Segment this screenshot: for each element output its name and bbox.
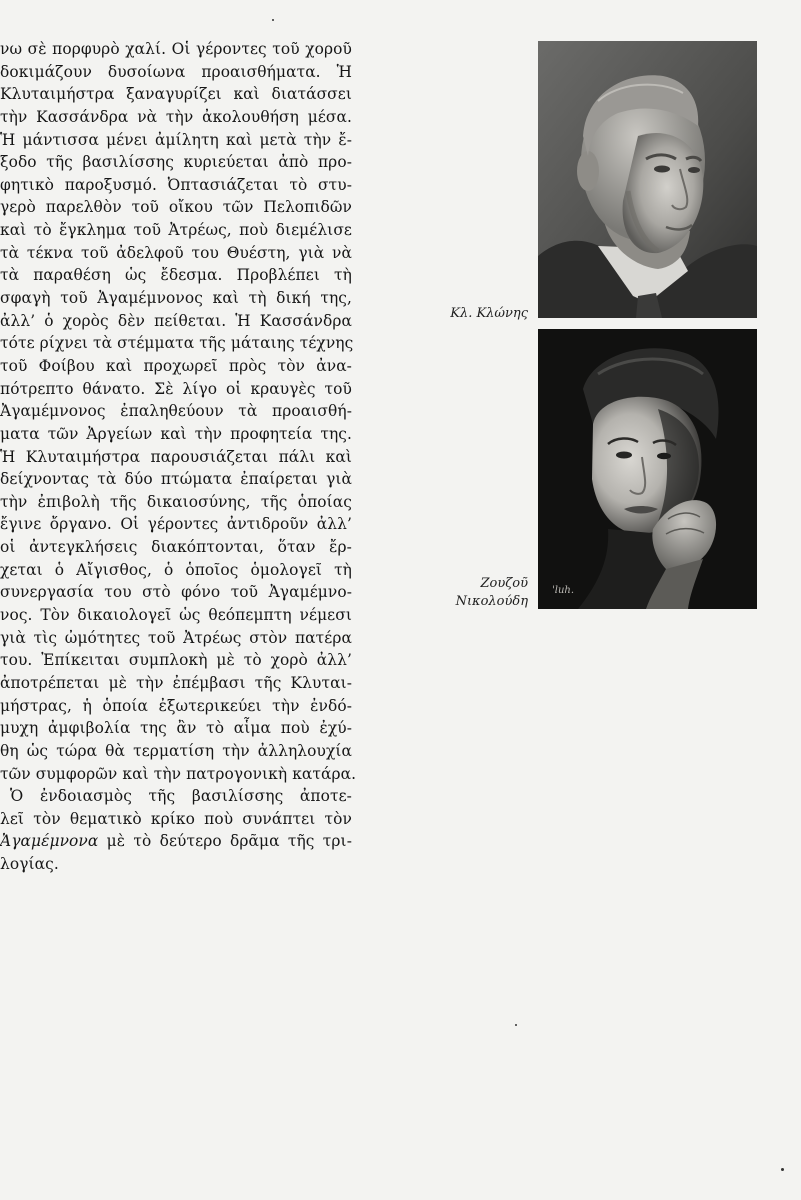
text-line: θη ὡς τώρα θὰ τερματίση τὴν ἀλληλουχία xyxy=(0,741,352,760)
text-line: τὴν Κασσάνδρα νὰ τὴν ἀκολουθήση μέσα. xyxy=(0,107,352,126)
text-line: χεται ὁ Αἴγισθος, ὁ ὁποῖος ὁμολογεῖ τὴ xyxy=(0,560,352,579)
photo-caption-klonis: Κλ. Κλώνης xyxy=(450,306,528,321)
text-line: νος. Τὸν δικαιολογεῖ ὡς θεόπεμπτη νέμεσι xyxy=(0,606,352,625)
text-line: καὶ τὸ ἔγκλημα τοῦ Ἀτρέως, ποὺ διεμέλισε xyxy=(0,221,352,240)
text-line-with-title xyxy=(0,830,352,853)
paragraph-start-line: Ὁ ἐνδοιασμὸς τῆς βασιλίσσης ἀποτε- xyxy=(10,787,352,806)
text-line: λογίας. xyxy=(0,855,59,874)
speck xyxy=(515,1024,517,1026)
text-line: τὰ παραθέση ὡς ἔδεσμα. Προβλέπει τὴ xyxy=(0,266,352,285)
body-text-column xyxy=(0,38,357,876)
play-title: Ἀγαμέμνονα xyxy=(0,832,99,851)
text-line: νω σὲ πορφυρὸ χαλί. Οἱ γέροντες τοῦ χοροῦ xyxy=(0,40,352,58)
text-line: ἀλλ’ ὁ χορὸς δὲν πείθεται. Ἡ Κασσάνδρα xyxy=(0,311,352,330)
text-line: Ἡ Κλυταιμήστρα παρουσιάζεται πάλι καὶ xyxy=(0,447,352,466)
text-line: δείχνοντας τὰ δύο πτώματα ἐπαίρεται γιὰ xyxy=(0,470,352,489)
text-line: γερὸ παρελθὸν τοῦ οἴκου τῶν Πελοπιδῶν xyxy=(0,198,352,217)
portrait-photo-klonis xyxy=(538,41,757,318)
text-line: Ἡ μάντισσα μένει ἀμίλητη καὶ μετὰ τὴν ἔ- xyxy=(0,130,352,149)
text-line: ματα τῶν Ἀργείων καὶ τὴν προφητεία της. xyxy=(0,424,352,443)
portrait-photo-nikoloudi xyxy=(538,329,757,609)
text-line: σφαγὴ τοῦ Ἀγαμέμνονος καὶ τὴ δική της, xyxy=(0,289,352,308)
text-line: του. Ἐπίκειται συμπλοκὴ μὲ τὸ χορὸ ἀλλ’ xyxy=(0,651,352,670)
text-line: οἱ ἀντεγκλήσεις διακόπτονται, ὅταν ἔρ- xyxy=(0,538,352,557)
text-line: μήστρας, ἡ ὁποία ἐξωτερικεύει τὴν ἐνδό- xyxy=(0,696,352,715)
photo-caption-nikoloudi-first-name: Ζουζοῦ xyxy=(480,576,528,591)
text-line: τότε ρίχνει τὰ στέμματα τῆς μάταιης τέχνης xyxy=(0,334,354,353)
text-line: δοκιμάζουν δυσοίωνα προαισθήματα. Ἡ xyxy=(0,62,352,81)
text-line: συνεργασία του στὸ φόνο τοῦ Ἀγαμέμνο- xyxy=(0,583,352,602)
text-line: φητικὸ παροξυσμό. Ὀπτασιάζεται τὸ στυ- xyxy=(0,175,352,194)
text-fragment: μὲ τὸ δεύτερο δρᾶμα τῆς τρι- xyxy=(98,832,352,851)
text-line: τὰ τέκνα τοῦ ἀδελφοῦ του Θυέστη, γιὰ νὰ xyxy=(0,243,352,262)
text-line: πότρεπτο θάνατο. Σὲ λίγο οἱ κραυγὲς τοῦ xyxy=(0,379,352,398)
text-line: ξοδο τῆς βασιλίσσης κυριεύεται ἀπὸ προ- xyxy=(0,153,352,172)
text-line: μυχη ἀμφιβολία της ἂν τὸ αἷμα ποὺ ἐχύ- xyxy=(0,719,352,738)
text-line: τοῦ Φοίβου καὶ προχωρεῖ πρὸς τὸν ἀνα- xyxy=(0,356,352,375)
text-line: Κλυταιμήστρα ξαναγυρίζει καὶ διατάσσει xyxy=(0,85,352,104)
text-line: τῶν συμφορῶν καὶ τὴν πατρογονικὴ κατάρα. xyxy=(0,764,357,783)
text-line: ἀποτρέπεται μὲ τὴν ἐπέμβασι τῆς Κλυται- xyxy=(0,673,352,692)
photo-caption-nikoloudi-last-name: Νικολούδη xyxy=(455,594,528,609)
text-line: ἔγινε ὄργανο. Οἱ γέροντες ἀντιδροῦν ἀλλ’ xyxy=(0,515,352,534)
text-line: λεῖ τὸν θεματικὸ κρίκο ποὺ συνάπτει τὸν xyxy=(0,809,352,828)
portrait-man-image xyxy=(538,41,757,318)
photographer-signature: 'luh. xyxy=(552,585,575,596)
speck xyxy=(781,1168,784,1171)
text-line: Ἀγαμέμνονος ἐπαληθεύουν τὰ προαισθή- xyxy=(0,402,352,421)
text-line: τὴν ἐπιβολὴ τῆς δικαιοσύνης, τῆς ὁποίας xyxy=(0,492,352,511)
speck xyxy=(272,19,274,21)
text-line: γιὰ τὶς ὠμότητες τοῦ Ἀτρέως στὸν πατέρα xyxy=(0,628,352,647)
portrait-woman-image xyxy=(538,329,757,609)
